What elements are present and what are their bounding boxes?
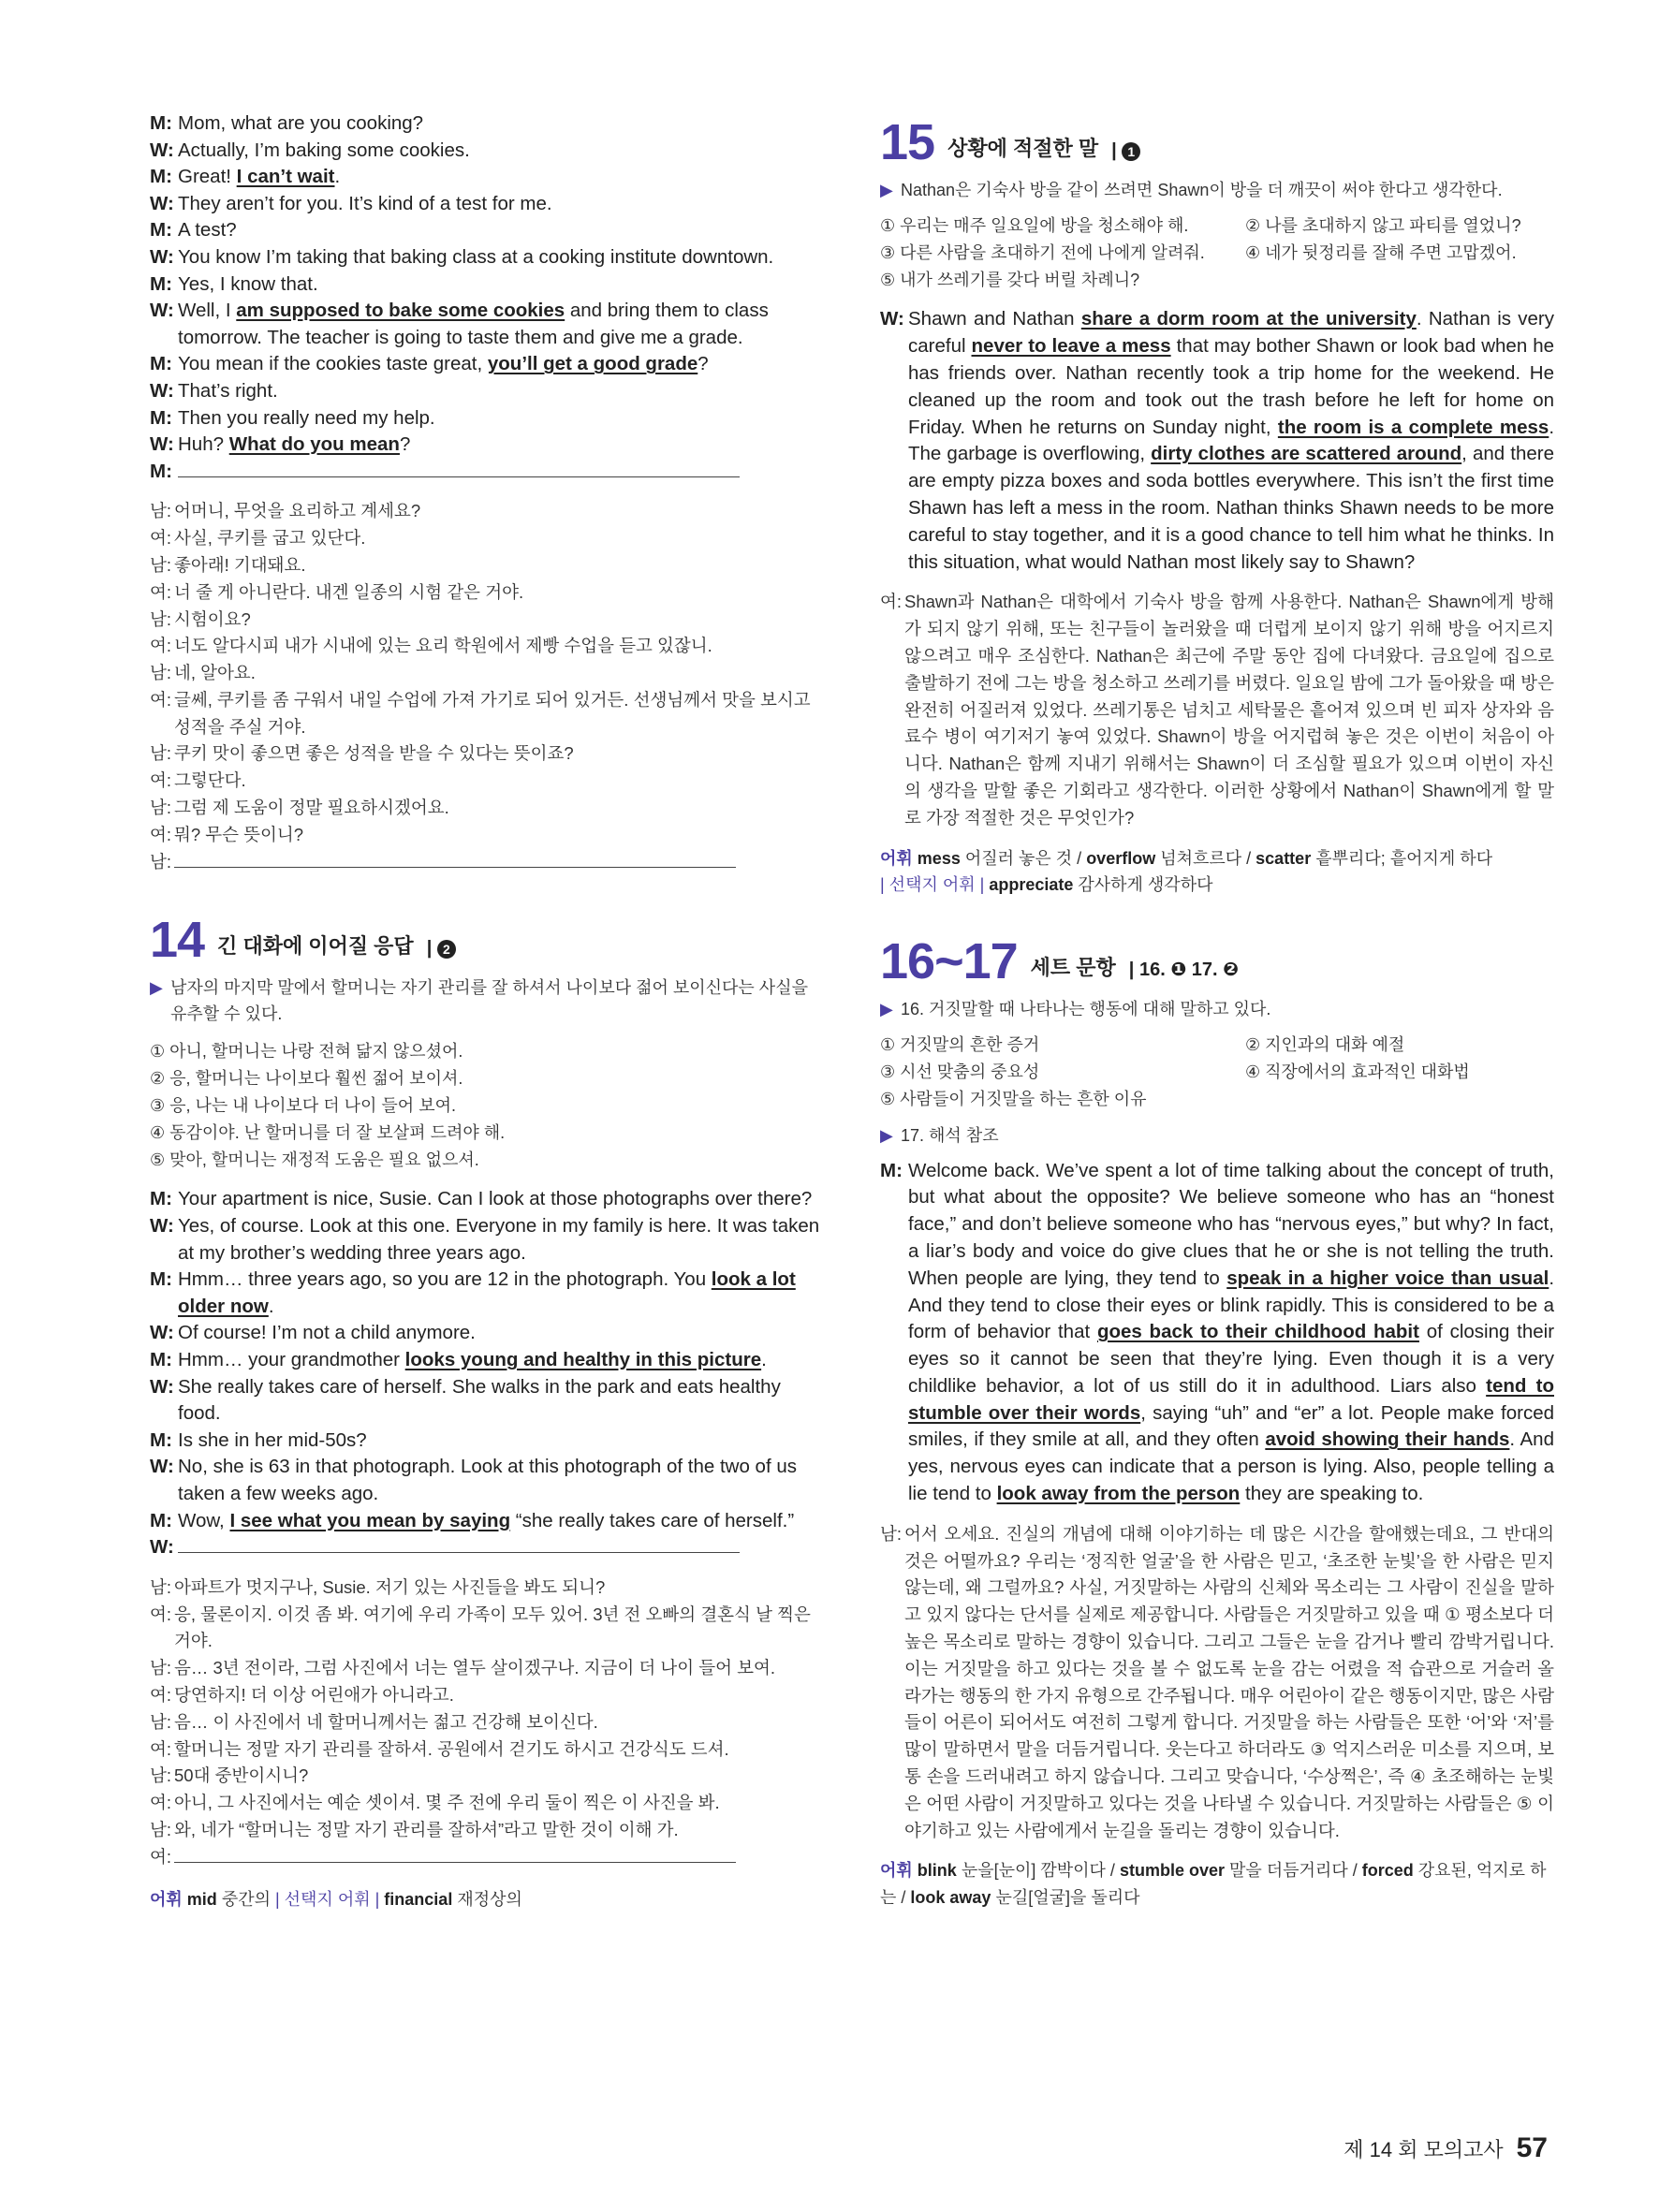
- dialogue-text: Is she in her mid-50s?: [178, 1428, 367, 1451]
- section-title: 세트 문항: [1030, 956, 1116, 980]
- speaker-label: 남:: [150, 554, 172, 575]
- dialogue-text: She really takes care of herself. She walks in the park and eats healthy food.: [178, 1375, 781, 1425]
- vocab-16: 어휘 blink 눈을[눈이] 깜박이다 / stumble over 말을 더듬거리다 / forced 강요된, 억지로 하는 / look away 눈길[얼굴]을 돌리다: [880, 1861, 1547, 1908]
- section-title: 상황에 적절한 말: [947, 137, 1099, 160]
- dialogue-text: Your apartment is nice, Susie. Can I look at those photographs over there?: [178, 1188, 813, 1210]
- monologue-text: Welcome back. We’ve spent a lot of time talking about the concept of truth, but what about the opposite? We believe someone who has an “honest face,” and don’t believe someone who has “nervous eyes,” but why? In fact, a liar’s body and voice do give clues that he or she is not telling the truth. When people are lying, they tend to speak in a higher voice than usual. And they tend to close their eyes or blink rapidly. This is considered to be a form of behavior that goes back to their childhood habit of closing their eyes so it cannot be seen that they’re lying. Even though it is a very childlike behavior, a lot of us still do it in adulthood. Liars also tend to stumble over their words, saying “uh” and “er” a lot. People make forced smiles, if they smile at all, and they often avoid showing their hands. And yes, nervous eyes can indicate that a person is lying. Also, people telling a lie tend to look away from the person they are speaking to.: [908, 1159, 1555, 1505]
- dialogue-line: [150, 1186, 824, 1213]
- dialogue-14-korean: [150, 1575, 824, 1871]
- speaker-label: 여:: [150, 1738, 172, 1759]
- speaker-label: 여:: [150, 528, 172, 549]
- speaker-label: 남:: [150, 501, 172, 521]
- answer-blank: [174, 1845, 736, 1863]
- dialogue-text: 글쎄, 쿠키를 좀 구워서 내일 수업에 가져 가기로 되어 있거든. 선생님께서 맛을 보시고 성적을 주실 거야.: [174, 689, 811, 737]
- speaker-label: 남:: [880, 1523, 903, 1544]
- dialogue-text: 당연하지! 더 이상 어린애가 아니라고.: [174, 1684, 454, 1705]
- dialogue-line: [150, 244, 824, 271]
- dialogue-text: 너도 알다시피 내가 시내에 있는 요리 학원에서 제빵 수업을 듣고 있잖니.: [174, 636, 712, 656]
- speaker-label: W:: [150, 139, 174, 161]
- answer-option: ③ 응, 나는 내 나이보다 더 나이 들어 보여.: [150, 1096, 456, 1116]
- speaker-label: 남:: [150, 608, 172, 629]
- dialogue-line: [150, 1602, 824, 1656]
- speaker-label: M:: [880, 1159, 903, 1181]
- dialogue-text: 50대 중반이시니?: [174, 1765, 309, 1786]
- dialogue-text: 음… 이 사진에서 네 할머니께서는 젊고 건강해 보이신다.: [174, 1711, 598, 1732]
- left-column: [150, 110, 824, 1912]
- answer-blank: [174, 850, 736, 868]
- translation-text: 어서 오세요. 진실의 개념에 대해 이야기하는 데 많은 시간을 할애했는데요, 그 반대의 것은 어떨까요? 우리는 ‘정직한 얼굴’을 한 사람은 믿고, ‘초조한 눈빛’을 한 사람은 믿지 않는데, 왜 그럴까요? 사실, 거짓말하는 사람의 신체와 목소리는 그 사람이 진실을 말하고 있지 않다는 단서를 실제로 제공합니다. 사람들은 거짓말하고 있을 때 ① 평소보다 더 높은 목소리로 말하는 경향이 있습니다. 그리고 그들은 눈을 감거나 빨리 깜박거립니다. 이는 거짓말을 하고 있다는 것을 볼 수 없도록 눈을 감는 어렸을 적 습관으로 거슬러 올라가는 행동의 한 가지 유형으로 간주됩니다. 매우 어린아이 같은 행동이지만, 많은 사람들이 어른이 되어서도 여전히 그렇게 합니다. 거짓말을 하는 사람들은 또한 ‘어’와 ‘저’를 많이 말하면서 말을 더듬거립니다. 웃는다고 하더라도 ③ 억지스러운 미소를 지으며, 보통 손을 드러내려고 하지 않습니다. 그리고 맞습니다, ‘수상쩍은’, 즉 ④ 초조해하는 눈빛은 어떤 사람이 거짓말하고 있다는 것을 나타낼 수 있습니다. 거짓말하는 사람들은 ⑤ 이야기하고 있는 사람에게서 눈길을 돌리는 경향이 있습니다.: [904, 1523, 1554, 1840]
- speaker-label: 남:: [150, 851, 172, 872]
- speaker-label: M:: [150, 112, 172, 134]
- difficulty-level: | 16. ❶ 17. ❷: [1128, 960, 1240, 981]
- speaker-label: 남:: [150, 798, 172, 818]
- speaker-label: 여:: [880, 592, 903, 612]
- answer-option: ⑤ 맞아, 할머니는 재정적 도움은 필요 없으셔.: [150, 1150, 479, 1169]
- vocab-15: 어휘 mess 어질러 놓은 것 / overflow 넘쳐흐르다 / scatter 흩뿌리다; 흩어지게 하다 | 선택지 어휘 | appreciate 감사하게 생각하다: [880, 848, 1493, 895]
- answer-option: ③ 시선 맞춤의 중요성: [880, 1062, 1040, 1081]
- answer-hint-17: [880, 1122, 1554, 1149]
- monologue-text: Shawn and Nathan share a dorm room at the university. Nathan is very careful never to leave a mess that may bother Shawn or look bad when he has friends over. Nathan recently took a trip home for the weekend. He cleaned up the room and took out the trash before he left for home on Friday. When he returns on Sunday night, the room is a complete mess. The garbage is overflowing, dirty clothes are scattered around, and there are empty pizza boxes and soda bottles everywhere. This isn’t the first time Shawn has left a mess in the room. Nathan thinks Shawn needs to be more careful to stay together, and it is a good chance to tell him what he thinks. In this situation, what would Nathan most likely say to Shawn?: [908, 308, 1555, 573]
- speaker-label: W:: [150, 192, 174, 214]
- dialogue-line: [150, 164, 824, 191]
- dialogue-text: Hmm… three years ago, so you are 12 in the photograph. You look a lot older now.: [178, 1268, 796, 1317]
- speaker-label: 여:: [150, 1846, 172, 1867]
- dialogue-line: [150, 1736, 824, 1764]
- answer-option: ② 응, 할머니는 나이보다 훨씬 젊어 보이셔.: [150, 1069, 463, 1089]
- dialogue-text: Well, I am supposed to bake some cookies and bring them to class tomorrow. The teacher is going to taste them and give me a grade.: [178, 300, 769, 348]
- dialogue-13-english: [150, 110, 824, 485]
- dialogue-line: [150, 1817, 824, 1844]
- answer-options: [880, 212, 1554, 293]
- dialogue-line: [150, 607, 824, 634]
- dialogue-line: [150, 351, 824, 378]
- speaker-label: M:: [150, 1349, 172, 1371]
- dialogue-line: [150, 525, 824, 552]
- triangle-bullet-icon: ▶: [880, 1125, 893, 1145]
- dialogue-text: 시험이요?: [174, 608, 251, 629]
- triangle-bullet-icon: ▶: [880, 1000, 893, 1019]
- dialogue-line: [150, 1534, 824, 1561]
- dialogue-text: 쿠키 맛이 좋으면 좋은 성적을 받을 수 있다는 뜻이죠?: [174, 743, 574, 764]
- hint-text: Nathan은 기숙사 방을 같이 쓰려면 Shawn이 방을 더 깨끗이 써야 한다고 생각한다.: [901, 181, 1503, 199]
- speaker-label: W:: [150, 1375, 174, 1398]
- translation-text: Shawn과 Nathan은 대학에서 기숙사 방을 함께 사용한다. Nathan은 Shawn에게 방해가 되지 않기 위해, 또는 친구들이 놀러왔을 때 더럽게 보이지 않기 위해 방을 어지르지 않으려고 매우 조심한다. Nathan은 최근에 주말 동안 집에 다녀왔다. 금요일에 집으로 출발하기 전에 그는 방을 청소하고 쓰레기를 버렸다. 일요일 밤에 그가 돌아왔을 때 방은 완전히 어질러져 있었다. 쓰레기통은 넘치고 세탁물은 흩어져 있으며 빈 피자 상자와 음료수 병이 여기저기 놓여 있었다. Shawn이 방을 어지럽혀 놓은 것은 이번이 처음이 아니다. Nathan은 함께 지내기 위해서는 Shawn이 더 조심할 필요가 있으며 이번이 자신의 생각을 말할 좋은 기회라고 생각한다. 이러한 상황에서 Nathan이 Shawn에게 할 말로 가장 적절한 것은 무엇인가?: [904, 592, 1554, 828]
- monologue-15-korean: [880, 589, 1554, 831]
- answer-option: ② 나를 초대하지 않고 파티를 열었니?: [1245, 216, 1521, 235]
- section-14-header: [150, 912, 824, 969]
- dialogue-line: [150, 459, 824, 486]
- speaker-label: M:: [150, 1268, 172, 1291]
- speaker-label: 여:: [150, 581, 172, 602]
- dialogue-13-korean: [150, 498, 824, 875]
- dialogue-line: [150, 1428, 824, 1455]
- answer-blank: [178, 460, 740, 477]
- difficulty-badge: 1: [1122, 142, 1140, 161]
- dialogue-line: [150, 552, 824, 579]
- dialogue-text: 아파트가 멋지구나, Susie. 저기 있는 사진들을 봐도 되니?: [174, 1576, 606, 1597]
- speaker-label: W:: [150, 1536, 174, 1559]
- speaker-label: M:: [150, 460, 172, 482]
- speaker-label: 여:: [150, 1604, 172, 1624]
- speaker-label: 여:: [150, 1793, 172, 1813]
- dialogue-line: [150, 768, 824, 795]
- dialogue-text: They aren’t for you. It’s kind of a test for me.: [178, 192, 552, 214]
- dialogue-text: Wow, I see what you mean by saying “she really takes care of herself.”: [178, 1509, 795, 1531]
- page-footer: [1344, 2132, 1548, 2164]
- speaker-label: W:: [150, 300, 174, 322]
- speaker-label: 남:: [150, 663, 172, 683]
- answer-hint: [880, 177, 1554, 203]
- speaker-label: W:: [150, 379, 174, 402]
- dialogue-text: Actually, I’m baking some cookies.: [178, 139, 470, 161]
- speaker-label: 남:: [150, 1819, 172, 1839]
- speaker-label: 여:: [150, 770, 172, 791]
- hint-text: 17. 해석 참조: [901, 1125, 999, 1145]
- dialogue-line: [150, 1320, 824, 1347]
- dialogue-text: [174, 852, 736, 872]
- dialogue-line: [150, 1790, 824, 1817]
- difficulty-level: | 1: [1111, 140, 1140, 168]
- speaker-label: M:: [150, 1188, 172, 1210]
- dialogue-line: [150, 1682, 824, 1709]
- answer-option: ④ 네가 뒷정리를 잘해 주면 고맙겠어.: [1245, 242, 1517, 262]
- speaker-label: W:: [150, 1456, 174, 1478]
- dialogue-text: 와, 네가 “할머니는 정말 자기 관리를 잘하셔”라고 말한 것이 이해 가.: [174, 1819, 679, 1839]
- monologue-15-english: [880, 306, 1554, 576]
- dialogue-text: Of course! I’m not a child anymore.: [178, 1322, 476, 1344]
- answer-option: ③ 다른 사람을 초대하기 전에 나에게 알려줘.: [880, 242, 1205, 262]
- speaker-label: 여:: [150, 689, 172, 710]
- hint-text: 16. 거짓말할 때 나타나는 행동에 대해 말하고 있다.: [901, 1000, 1271, 1019]
- speaker-label: M:: [150, 1509, 172, 1531]
- dialogue-text: You mean if the cookies taste great, you’ll get a good grade?: [178, 353, 709, 375]
- difficulty-badge: 2: [437, 940, 456, 959]
- dialogue-line: [150, 849, 824, 876]
- dialogue-line: [150, 432, 824, 459]
- answer-blank: [178, 1535, 740, 1553]
- dialogue-line: [150, 138, 824, 165]
- dialogue-line: [150, 1655, 824, 1682]
- dialogue-line: [150, 740, 824, 768]
- speaker-label: 남:: [150, 1658, 172, 1678]
- speaker-label: 여:: [150, 824, 172, 844]
- page-number: 57: [1516, 2132, 1548, 2163]
- answer-option: ⑤ 사람들이 거짓말을 하는 흔한 이유: [880, 1089, 1147, 1108]
- dialogue-text: 사실, 쿠키를 굽고 있단다.: [174, 528, 366, 549]
- section-number: 14: [150, 912, 205, 969]
- right-column: [880, 114, 1555, 1912]
- speaker-label: M:: [150, 406, 172, 429]
- speaker-label: 여:: [150, 636, 172, 656]
- speaker-label: M:: [150, 219, 172, 242]
- dialogue-line: [150, 405, 824, 432]
- speaker-label: W:: [880, 308, 904, 330]
- speaker-label: W:: [150, 245, 174, 268]
- section-16-17-header: [880, 933, 1554, 990]
- dialogue-text: Then you really need my help.: [178, 406, 435, 429]
- dialogue-line: [150, 110, 824, 138]
- section-14: [150, 912, 824, 1912]
- dialogue-line: [150, 191, 824, 218]
- dialogue-text: That’s right.: [178, 379, 278, 402]
- answer-option: ④ 동감이야. 난 할머니를 더 잘 보살펴 드려야 해.: [150, 1122, 506, 1142]
- dialogue-text: 너 줄 게 아니란다. 내겐 일종의 시험 같은 거야.: [174, 581, 524, 602]
- answer-options: [150, 1038, 824, 1173]
- dialogue-line: [150, 378, 824, 405]
- triangle-bullet-icon: ▶: [150, 978, 163, 998]
- speaker-label: 남:: [150, 1711, 172, 1732]
- dialogue-text: 음… 3년 전이라, 그럼 사진에서 너는 열두 살이겠구나. 지금이 더 나이 들어 보여.: [174, 1658, 776, 1678]
- answer-option: ① 거짓말의 흔한 증거: [880, 1035, 1040, 1055]
- dialogue-text: 아니, 그 사진에서는 예순 셋이셔. 몇 주 전에 우리 둘이 찍은 이 사진을 봐.: [174, 1793, 720, 1813]
- section-15-header: [880, 114, 1554, 170]
- answer-option: ① 우리는 매주 일요일에 방을 청소해야 해.: [880, 216, 1189, 235]
- speaker-label: 남:: [150, 1765, 172, 1786]
- speaker-label: M:: [150, 166, 172, 188]
- dialogue-text: Huh? What do you mean?: [178, 433, 411, 456]
- section-number: 16~17: [880, 933, 1018, 990]
- dialogue-text: A test?: [178, 219, 237, 242]
- speaker-label: W:: [150, 1322, 174, 1344]
- dialogue-line: [150, 1575, 824, 1602]
- dialogue-line: [150, 1508, 824, 1535]
- dialogue-line: [150, 1709, 824, 1736]
- dialogue-text: [178, 461, 740, 482]
- dialogue-line: [150, 298, 824, 351]
- dialogue-line: [150, 1374, 824, 1428]
- section-15: [880, 114, 1555, 899]
- dialogue-line: [150, 498, 824, 525]
- speaker-label: 남:: [150, 1576, 172, 1597]
- dialogue-text: 뭐? 무슨 뜻이니?: [174, 824, 304, 844]
- answer-option: ④ 직장에서의 효과적인 대화법: [1245, 1062, 1470, 1081]
- footer-label: 제 14 회 모의고사: [1344, 2138, 1504, 2161]
- speaker-label: W:: [150, 433, 174, 456]
- dialogue-line: [150, 1844, 824, 1871]
- answer-option: ② 지인과의 대화 예절: [1245, 1035, 1405, 1055]
- dialogue-line: [150, 1763, 824, 1790]
- dialogue-line: [150, 217, 824, 244]
- dialogue-line: [150, 1347, 824, 1374]
- dialogue-text: No, she is 63 in that photograph. Look at this photograph of the two of us taken a few weeks ago.: [178, 1456, 797, 1504]
- dialogue-line: [150, 795, 824, 822]
- answer-hint-16: [880, 996, 1554, 1022]
- speaker-label: W:: [150, 1215, 174, 1238]
- answer-option: ⑤ 내가 쓰레기를 갖다 버릴 차례니?: [880, 270, 1140, 289]
- dialogue-14-english: [150, 1186, 824, 1560]
- dialogue-line: [150, 579, 824, 607]
- dialogue-text: 좋아래! 기대돼요.: [174, 554, 306, 575]
- dialogue-text: [178, 1536, 740, 1558]
- dialogue-text: Mom, what are you cooking?: [178, 112, 424, 134]
- dialogue-text: 그럼 제 도움이 정말 필요하시겠어요.: [174, 798, 449, 818]
- answer-option: ① 아니, 할머니는 나랑 전혀 닮지 않으셨어.: [150, 1042, 463, 1062]
- dialogue-line: [150, 1267, 824, 1320]
- vocab-14: 어휘 mid 중간의 | 선택지 어휘 | financial 재정상의: [150, 1889, 522, 1909]
- dialogue-line: [150, 822, 824, 849]
- triangle-bullet-icon: ▶: [880, 181, 893, 199]
- section-number: 15: [880, 114, 935, 170]
- dialogue-text: 그렇단다.: [174, 770, 246, 791]
- dialogue-text: Great! I can’t wait.: [178, 166, 341, 188]
- dialogue-text: You know I’m taking that baking class at a cooking institute downtown.: [178, 245, 774, 268]
- dialogue-text: [174, 1847, 736, 1867]
- dialogue-line: [150, 1454, 824, 1507]
- dialogue-text: Hmm… your grandmother looks young and healthy in this picture.: [178, 1349, 767, 1371]
- section-16-17: [880, 933, 1555, 1912]
- difficulty-level: | 2: [427, 938, 456, 965]
- speaker-label: M:: [150, 272, 172, 295]
- dialogue-text: 네, 알아요.: [174, 663, 256, 683]
- dialogue-line: [150, 271, 824, 299]
- section-title: 긴 대화에 이어질 응답: [217, 934, 414, 959]
- dialogue-line: [150, 1213, 824, 1267]
- dialogue-text: Yes, I know that.: [178, 272, 318, 295]
- dialogue-line: [150, 660, 824, 687]
- speaker-label: 남:: [150, 743, 172, 764]
- hint-text: 남자의 마지막 말에서 할머니는 자기 관리를 잘 하셔서 나이보다 젊어 보이신다는 사실을 유추할 수 있다.: [170, 978, 808, 1024]
- answer-options: [880, 1032, 1554, 1112]
- dialogue-line: [150, 687, 824, 741]
- speaker-label: M:: [150, 1428, 172, 1451]
- dialogue-text: 할머니는 정말 자기 관리를 잘하셔. 공원에서 걷기도 하시고 건강식도 드셔.: [174, 1738, 729, 1759]
- answer-hint: [150, 974, 824, 1027]
- monologue-16-korean: [880, 1521, 1554, 1845]
- dialogue-text: Yes, of course. Look at this one. Everyone in my family is here. It was taken at my brother’s wedding three years ago.: [178, 1215, 820, 1264]
- dialogue-text: 응, 물론이지. 이것 좀 봐. 여기에 우리 가족이 모두 있어. 3년 전 오빠의 결혼식 날 찍은 거야.: [174, 1604, 811, 1651]
- dialogue-line: [150, 633, 824, 660]
- monologue-16-english: [880, 1158, 1554, 1508]
- speaker-label: 여:: [150, 1684, 172, 1705]
- speaker-label: M:: [150, 353, 172, 375]
- dialogue-text: 어머니, 무엇을 요리하고 계세요?: [174, 501, 421, 521]
